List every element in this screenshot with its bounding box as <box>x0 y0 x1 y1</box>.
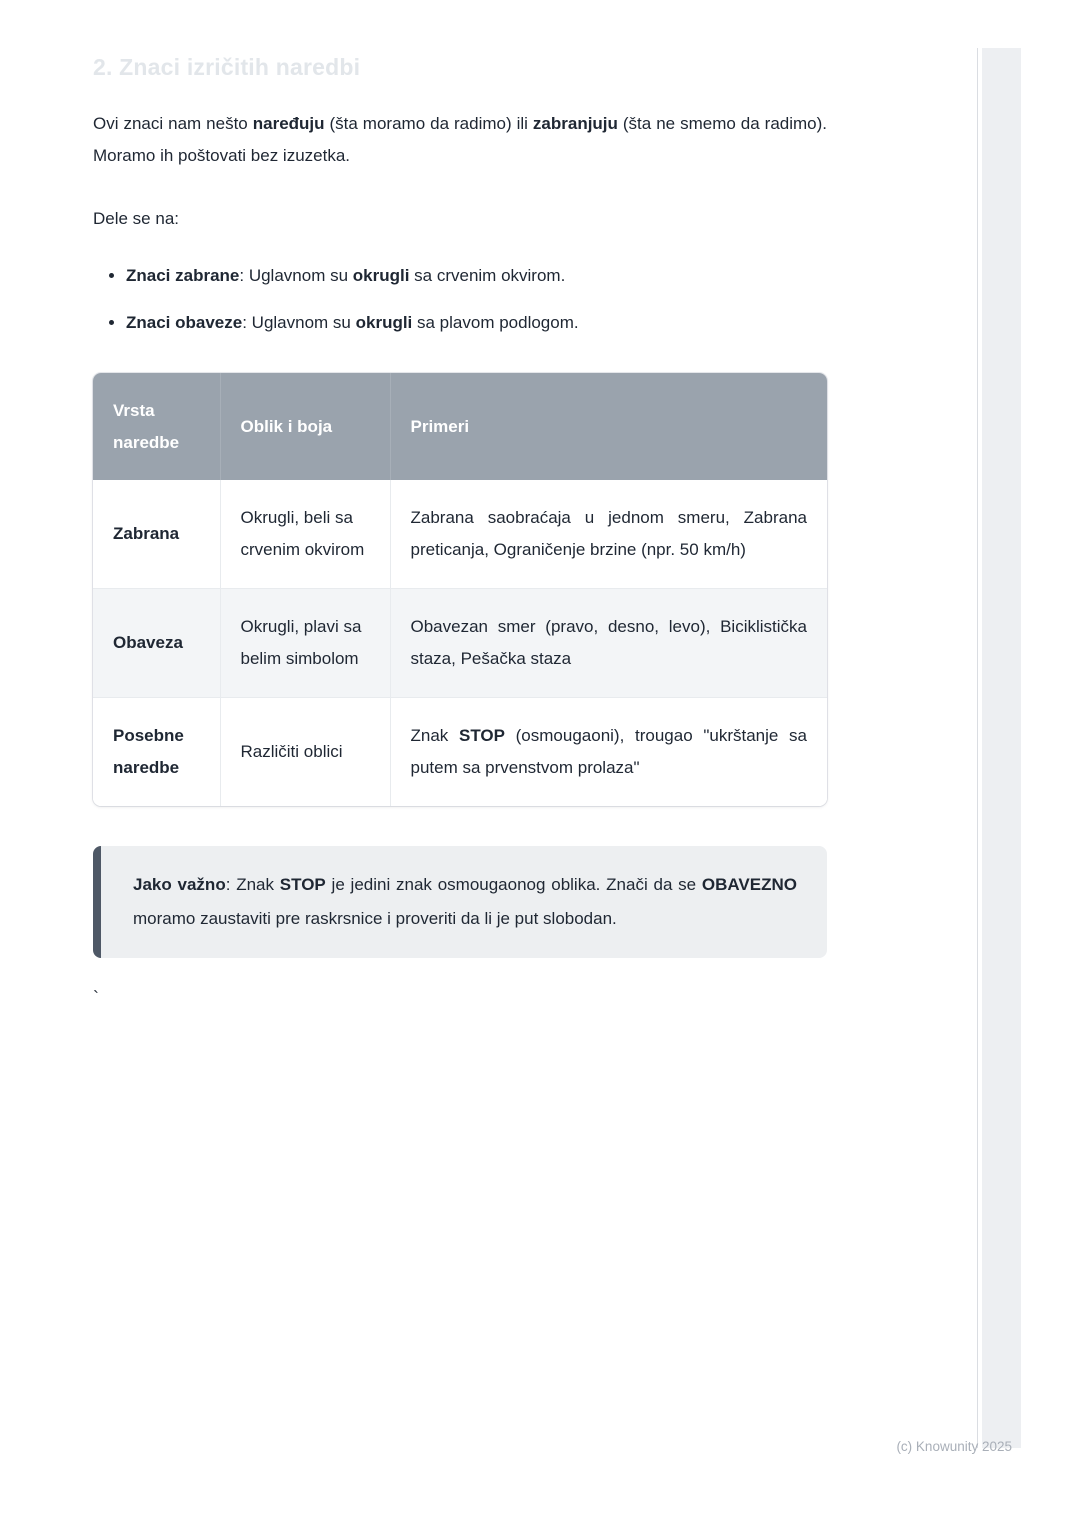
intro-paragraph: Ovi znaci nam nešto naređuju (šta moramo da radimo) ili zabranjuju (šta ne smemo da radimo). Moramo ih poštovati bez izuzetka. <box>93 114 828 165</box>
footer-credit: (c) Knowunity 2025 <box>896 1439 1012 1454</box>
document-content <box>93 0 827 1009</box>
cell-type: Obaveza <box>93 589 220 698</box>
table-header-row <box>93 373 827 480</box>
page-title: 2. Znaci izričitih naredbi <box>93 54 361 80</box>
column-header-vrsta: Vrsta naredbe <box>93 373 220 480</box>
column-header-oblik: Oblik i boja <box>220 373 390 480</box>
cell-type: Zabrana <box>93 480 220 589</box>
cell-shape: Okrugli, plavi sa belim simbolom <box>220 589 390 698</box>
page-edge-line <box>977 48 978 1448</box>
table-row <box>93 589 827 698</box>
column-header-primeri: Primeri <box>390 373 827 480</box>
cell-shape: Okrugli, beli sa crvenim okvirom <box>220 480 390 589</box>
cell-shape: Različiti oblici <box>220 698 390 807</box>
table-row <box>93 698 827 807</box>
cell-type: Posebne naredbe <box>93 698 220 807</box>
cell-examples: Znak STOP (osmougaoni), trougao "ukrštanje sa putem sa prvenstvom prolaza" <box>390 698 827 807</box>
list-item: • Znaci obaveze: Uglavnom su okrugli sa plavom podlogom. <box>126 307 827 339</box>
important-callout: Jako važno: Znak STOP je jedini znak osmougaonog oblika. Znači da se OBAVEZNO moramo zaustaviti pre raskrsnice i proveriti da li je put slobodan. <box>93 846 827 958</box>
signs-table-wrapper <box>93 373 827 806</box>
scrollbar-track[interactable] <box>982 48 1021 1448</box>
cell-examples: Zabrana saobraćaja u jednom smeru, Zabrana preticanja, Ograničenje brzine (npr. 50 km/h) <box>390 480 827 589</box>
signs-table <box>93 373 827 806</box>
dele-se-na-label: Dele se na: <box>93 209 179 228</box>
list-item: • Znaci zabrane: Uglavnom su okrugli sa crvenim okvirom. <box>126 260 827 292</box>
sign-types-list <box>93 260 827 339</box>
table-row <box>93 480 827 589</box>
stray-backtick: ` <box>93 988 99 1008</box>
cell-examples: Obavezan smer (pravo, desno, levo), Biciklistička staza, Pešačka staza <box>390 589 827 698</box>
